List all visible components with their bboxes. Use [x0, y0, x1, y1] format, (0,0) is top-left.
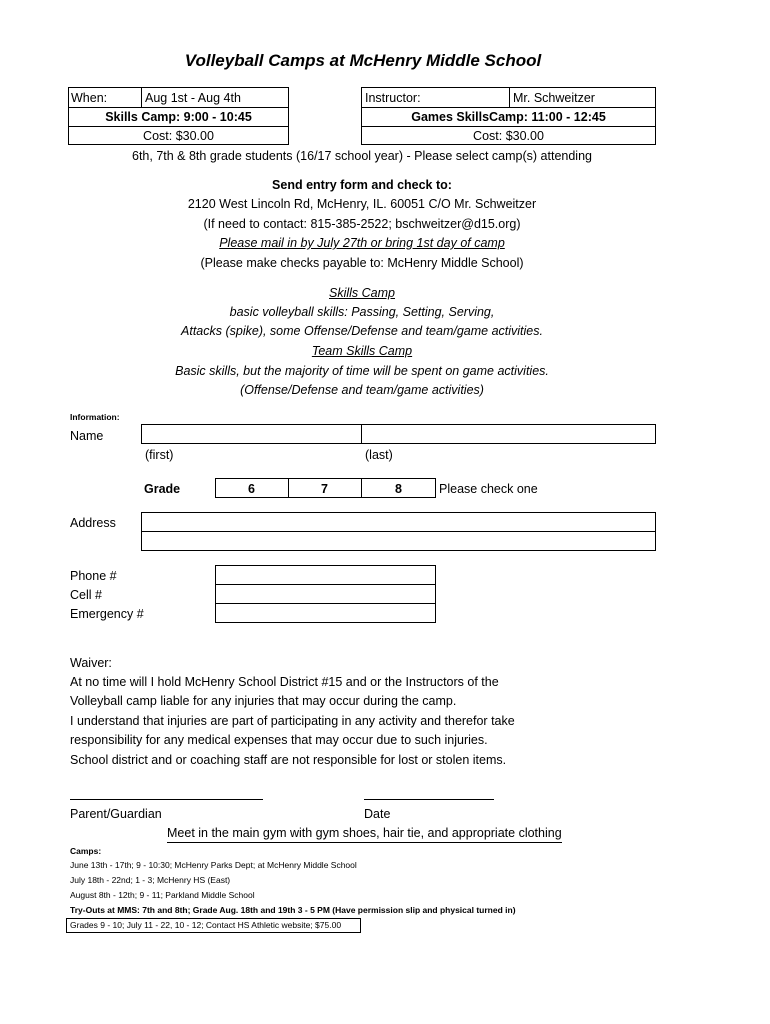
date-signature-line[interactable] — [364, 799, 494, 800]
team-camp-title: Team Skills Camp — [311, 344, 413, 358]
grade-label: Grade — [144, 482, 181, 496]
parent-signature-line[interactable] — [70, 799, 263, 800]
waiver-line-2: Volleyball camp liable for any injuries that may occur during the camp. — [70, 694, 457, 708]
emergency-label: Emergency # — [70, 607, 144, 621]
grade-instruction: Please check one — [439, 482, 538, 496]
team-camp-desc-2: (Offense/Defense and team/game activities) — [240, 383, 484, 397]
address-label: Address — [70, 516, 116, 530]
cell-input[interactable] — [215, 584, 436, 604]
emergency-input[interactable] — [215, 603, 436, 623]
grade-option-6[interactable]: 6 — [248, 482, 255, 496]
mail-deadline: Please mail in by July 27th or bring 1st day of camp — [219, 236, 505, 250]
games-camp-cost: Cost: $30.00 — [473, 129, 544, 143]
high-school-note: Grades 9 - 10; July 11 - 22, 10 - 12; Contact HS Athletic website; $75.00 — [70, 920, 342, 930]
first-name-input[interactable] — [141, 424, 362, 444]
payable-note: (Please make checks payable to: McHenry Middle School) — [200, 256, 524, 270]
team-camp-desc-1: Basic skills, but the majority of time will be spent on game activities. — [175, 364, 549, 378]
date-label: Date — [364, 807, 391, 821]
waiver-line-1: At no time will I hold McHenry School District #15 and or the Instructors of the — [70, 675, 499, 689]
send-heading: Send entry form and check to: — [272, 178, 452, 192]
instructor-label: Instructor: — [365, 91, 421, 105]
waiver-line-5: School district and or coaching staff are not responsible for lost or stolen items. — [70, 753, 507, 767]
phone-input[interactable] — [215, 565, 436, 585]
skills-camp-title: Skills Camp — [329, 286, 395, 300]
skills-camp-desc-1: basic volleyball skills: Passing, Setting, Serving, — [229, 305, 495, 319]
skills-camp-cost: Cost: $30.00 — [143, 129, 214, 143]
cell-label: Cell # — [70, 588, 102, 602]
contact-info: (If need to contact: 815-385-2522; bschweitzer@d15.org) — [203, 217, 521, 231]
meet-note: Meet in the main gym with gym shoes, hair tie, and appropriate clothing — [167, 825, 562, 843]
camp-item: June 13th - 17th; 9 - 10:30; McHenry Parks Dept; at McHenry Middle School — [70, 860, 357, 870]
last-name-caption: (last) — [365, 448, 393, 462]
grade-note: 6th, 7th & 8th grade students (16/17 school year) - Please select camp(s) attending — [132, 149, 592, 163]
tryouts-note: Try-Outs at MMS: 7th and 8th; Grade Aug. 18th and 19th 3 - 5 PM (Have permission slip and physical turned in) — [70, 905, 516, 915]
camp-item: July 18th - 22nd; 1 - 3; McHenry HS (East) — [70, 875, 231, 885]
address-line-2-input[interactable] — [141, 531, 656, 551]
address-line-1-input[interactable] — [141, 512, 656, 532]
when-label: When: — [71, 91, 108, 105]
grade-option-7[interactable]: 7 — [321, 482, 328, 496]
page-title: Volleyball Camps at McHenry Middle School — [184, 51, 542, 70]
camp-item: August 8th - 12th; 9 - 11; Parkland Middle School — [70, 890, 255, 900]
waiver-heading: Waiver: — [70, 656, 112, 670]
instructor-value: Mr. Schweitzer — [513, 91, 595, 105]
waiver-line-3: I understand that injuries are part of participating in any activity and therefor take — [70, 714, 515, 728]
parent-guardian-label: Parent/Guardian — [70, 807, 162, 821]
mailing-address: 2120 West Lincoln Rd, McHenry, IL. 60051 C/O Mr. Schweitzer — [187, 197, 537, 211]
information-label: Information: — [70, 412, 120, 422]
name-label: Name — [70, 429, 104, 443]
phone-label: Phone # — [70, 569, 117, 583]
skills-camp-time: Skills Camp: 9:00 - 10:45 — [105, 110, 252, 124]
last-name-input[interactable] — [361, 424, 656, 444]
waiver-line-4: responsibility for any medical expenses that may occur due to such injuries. — [70, 733, 488, 747]
when-value: Aug 1st - Aug 4th — [145, 91, 241, 105]
skills-camp-desc-2: Attacks (spike), some Offense/Defense and team/game activities. — [181, 324, 543, 338]
games-camp-time: Games SkillsCamp: 11:00 - 12:45 — [411, 110, 606, 124]
grade-option-8[interactable]: 8 — [395, 482, 402, 496]
camps-heading: Camps: — [70, 846, 102, 856]
first-name-caption: (first) — [145, 448, 174, 462]
